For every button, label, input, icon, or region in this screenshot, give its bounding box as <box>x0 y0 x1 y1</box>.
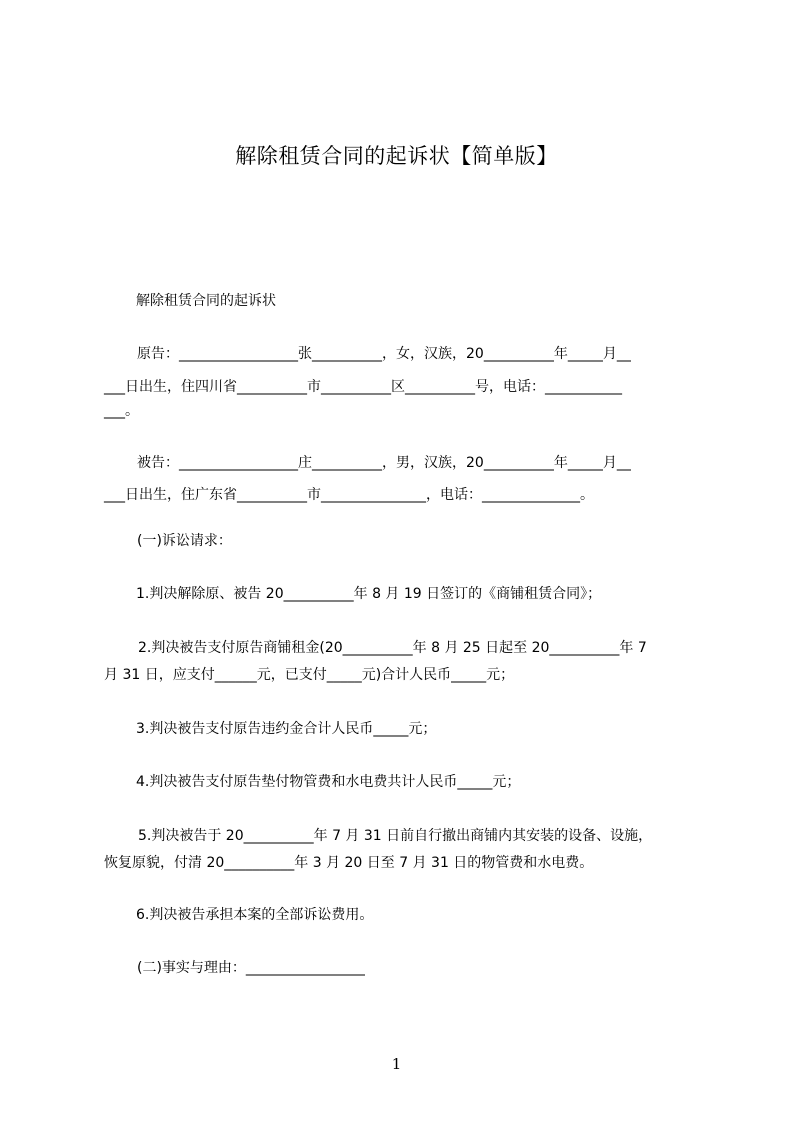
claim-1: 1.判决解除原、被告 20__________年 8 月 19 日签订的《商铺租赁合同》； <box>136 586 602 602</box>
plaintiff-line-1: 原告：_________________张__________，女，汉族，20__________年_____月__ <box>137 346 631 362</box>
page-number: 1 <box>391 1055 402 1073</box>
claim-4: 4.判决被告支付原告垫付物管费和水电费共计人民币_____元； <box>136 774 521 790</box>
claims-heading: (一)诉讼请求： <box>137 533 232 549</box>
claim-2-line-1: 2.判决被告支付原告商铺租金(20__________年 8 月 25 日起至 20__________年 7 <box>138 640 647 656</box>
claim-2-line-2: 月 31 日，应支付______元，已支付_____元)合计人民币_____元； <box>104 667 515 683</box>
plaintiff-line-2: ___日出生，住四川省__________市__________区__________号，电话：___________ <box>104 379 622 395</box>
facts-heading: (二)事实与理由：_________________ <box>137 960 365 976</box>
plaintiff-line-3: ___。 <box>104 403 139 419</box>
claim-5-line-1: 5.判决被告于 20__________年 7 月 31 日前自行撤出商铺内其安装的设备、设施， <box>138 828 653 844</box>
claim-3: 3.判决被告支付原告违约金合计人民币_____元； <box>136 721 437 737</box>
document-title: 解除租赁合同的起诉状【简单版】 <box>235 144 558 168</box>
claim-6: 6.判决被告承担本案的全部诉讼费用。 <box>136 907 374 923</box>
defendant-line-2: ___日出生，住广东省__________市_______________，电话：______________。 <box>104 487 594 503</box>
document-heading: 解除租赁合同的起诉状 <box>136 293 276 309</box>
defendant-line-1: 被告：_________________庄__________，男，汉族，20__________年_____月__ <box>137 455 631 471</box>
claim-5-line-2: 恢复原貌，付清 20__________年 3 月 20 日至 7 月 31 日的物管费和水电费。 <box>104 855 594 871</box>
